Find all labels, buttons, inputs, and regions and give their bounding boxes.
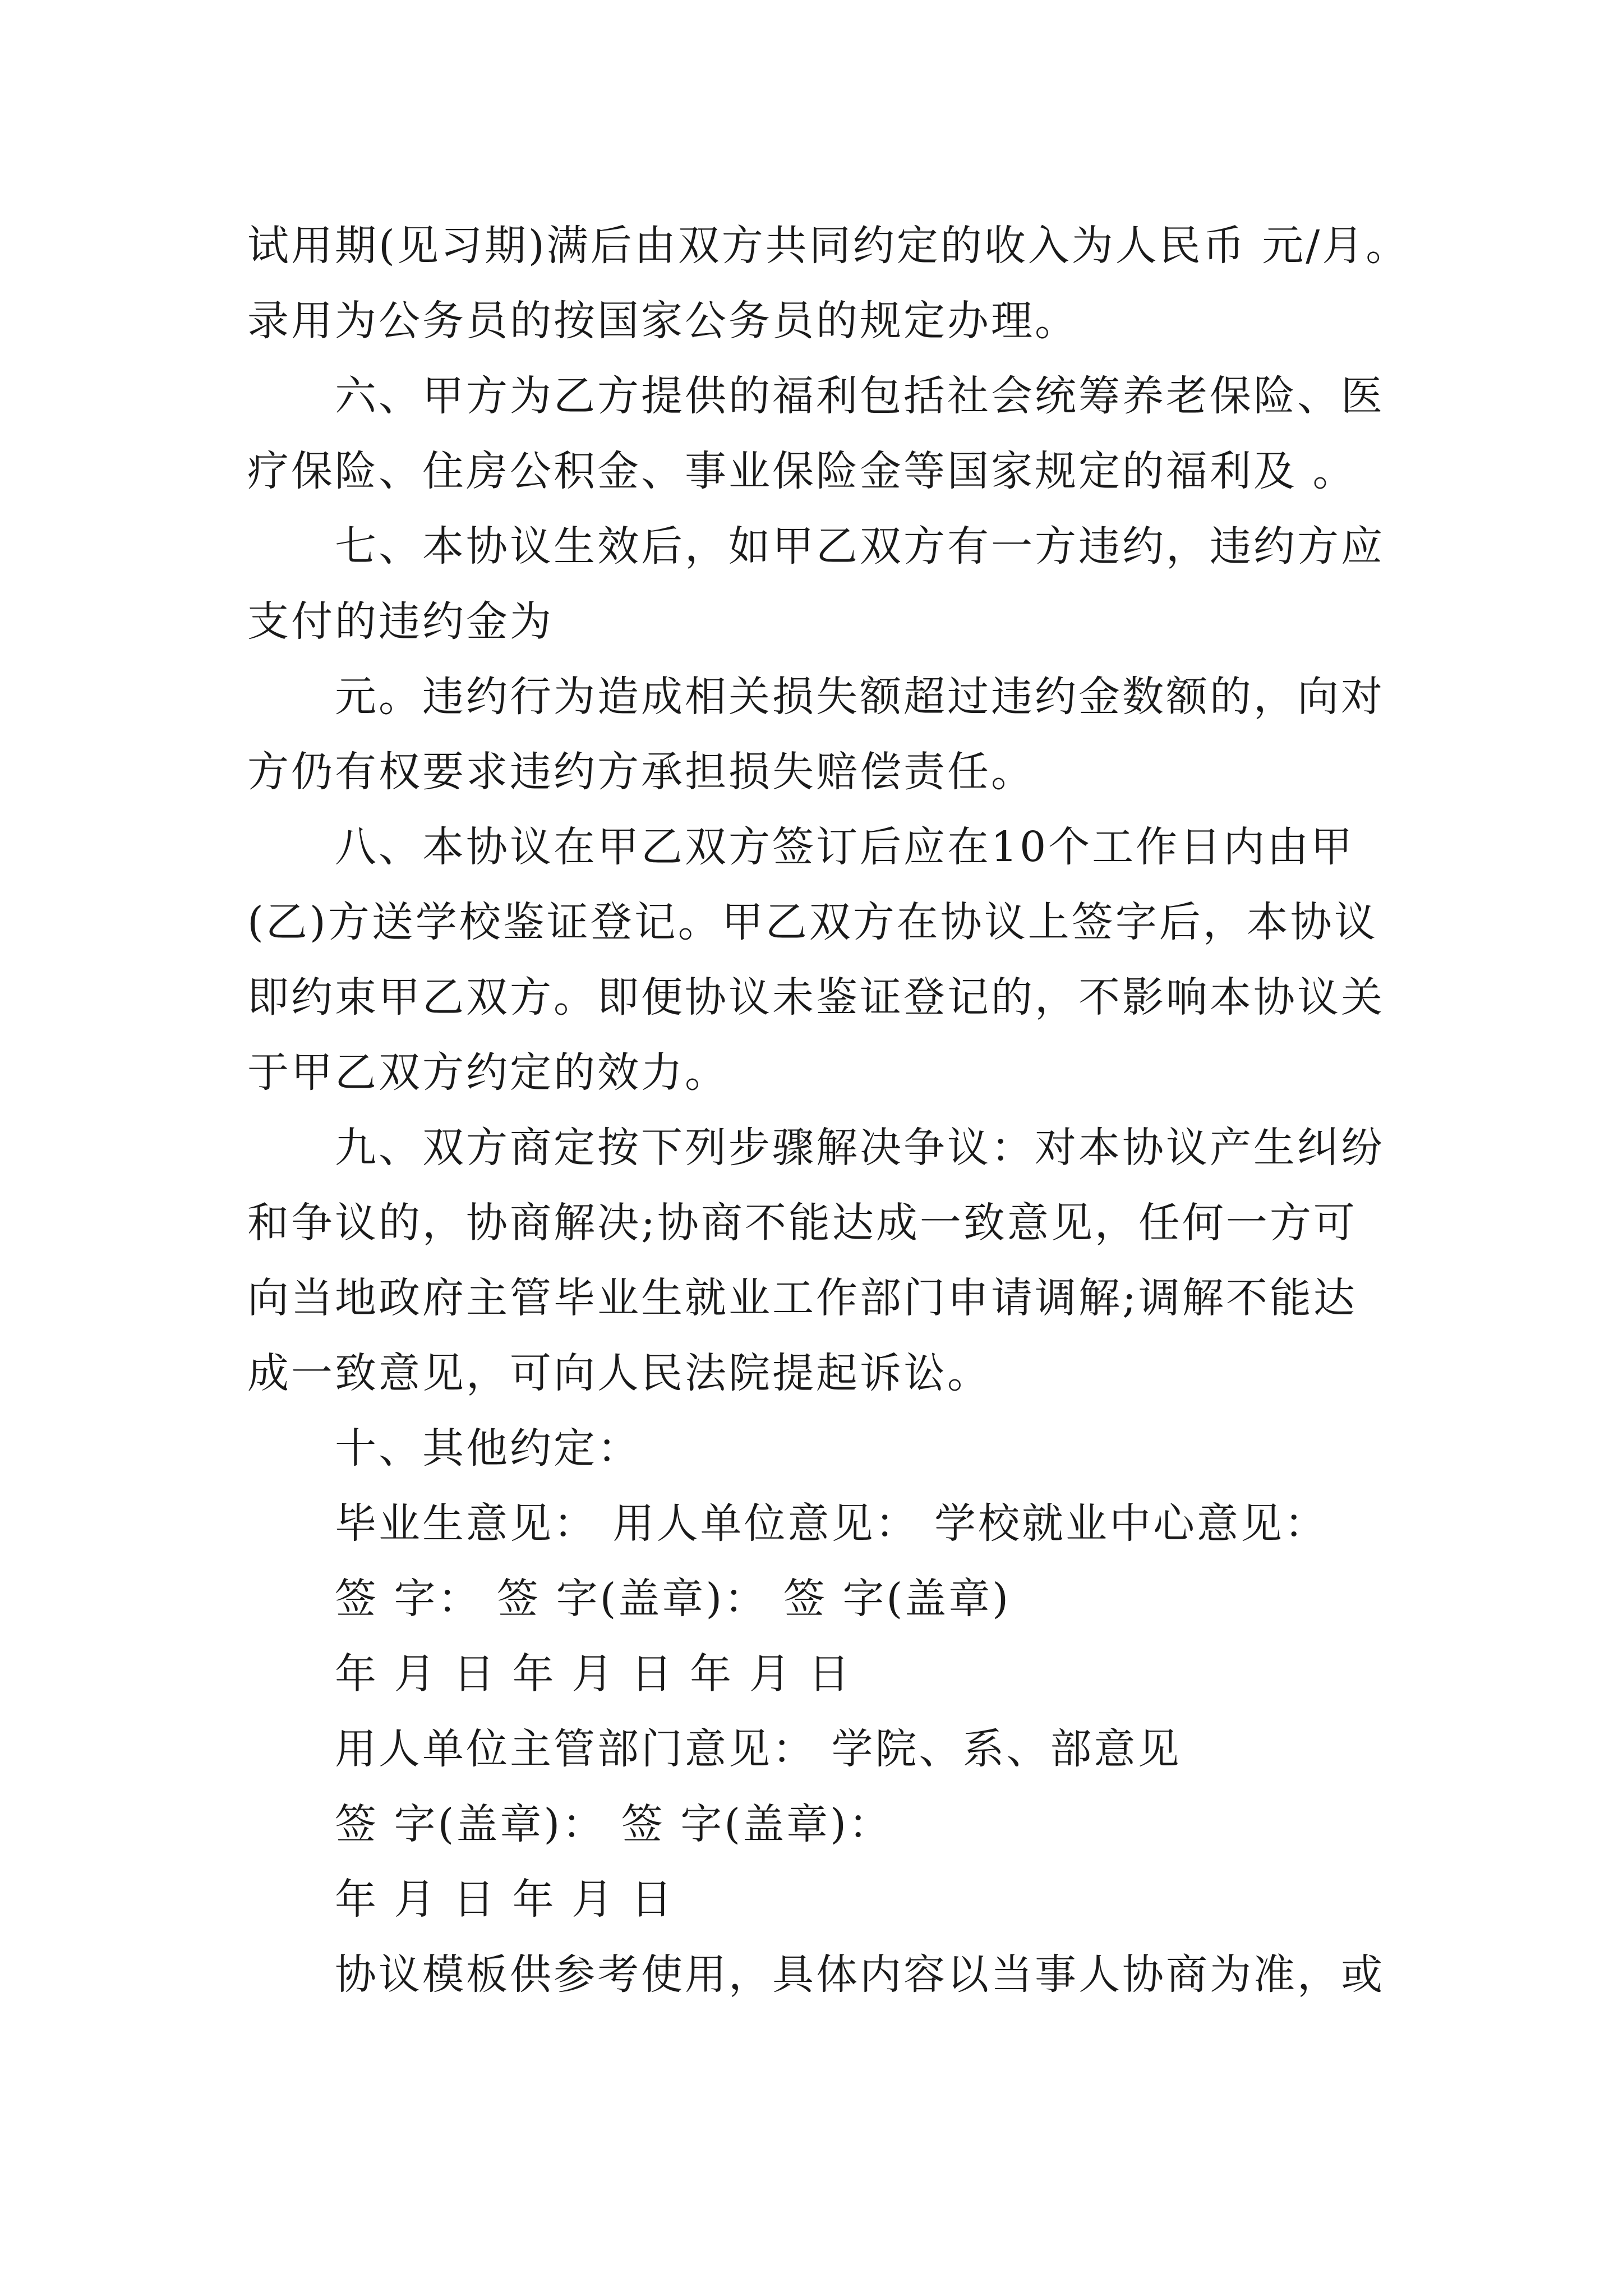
text-line: 支付的违约金为 — [247, 597, 554, 646]
text-line: 协议模板供参考使用，具体内容以当事人协商为准，或 — [335, 1950, 1385, 1999]
text-line: 元。违约行为造成相关损失额超过违约金数额的，向对 — [335, 673, 1385, 721]
clause-10-line: 十、其他约定： — [335, 1424, 641, 1473]
date-line: 年 月 日 年 月 日 — [335, 1875, 675, 1924]
opinion-headers: 用人单位主管部门意见： 学院、系、部意见 — [335, 1725, 1182, 1773]
clause-7-line: 七、本协议生效后，如甲乙双方有一方违约，违约方应 — [335, 522, 1385, 570]
clause-9-line: 九、双方商定按下列步骤解决争议：对本协议产生纠纷 — [335, 1124, 1385, 1172]
text-line: 疗保险、住房公积金、事业保险金等国家规定的福利及 。 — [247, 447, 1357, 495]
text-line: 和争议的，协商解决;协商不能达成一致意见，任何一方可 — [247, 1199, 1357, 1247]
text-line: (乙)方送学校鉴证登记。甲乙双方在协议上签字后，本协议 — [247, 898, 1378, 946]
text-line: 于甲乙双方约定的效力。 — [247, 1048, 728, 1097]
text-line: 即约束甲乙双方。即便协议未鉴证登记的，不影响本协议关 — [247, 973, 1385, 1022]
clause-8-line: 八、本协议在甲乙双方签订后应在10个工作日内由甲 — [335, 823, 1355, 871]
text-line: 向当地政府主管毕业生就业工作部门申请调解;调解不能达 — [247, 1274, 1357, 1322]
clause-6-line: 六、甲方为乙方提供的福利包括社会统筹养老保险、医 — [335, 372, 1385, 420]
text-line: 录用为公务员的按国家公务员的规定办理。 — [247, 297, 1078, 345]
text-line: 方仍有权要求违约方承担损失赔偿责任。 — [247, 748, 1035, 796]
date-line: 年 月 日 年 月 日 年 月 日 — [335, 1650, 852, 1698]
text-line: 试用期(见习期)满后由双方共同约定的收入为人民币 元/月。 — [247, 222, 1410, 270]
opinion-headers: 毕业生意见： 用人单位意见： 学校就业中心意见： — [335, 1499, 1329, 1548]
signature-line: 签 字(盖章)： 签 字(盖章)： — [335, 1800, 893, 1848]
signature-line: 签 字： 签 字(盖章)： 签 字(盖章) — [335, 1575, 1011, 1623]
text-line: 成一致意见，可向人民法院提起诉讼。 — [247, 1349, 991, 1397]
